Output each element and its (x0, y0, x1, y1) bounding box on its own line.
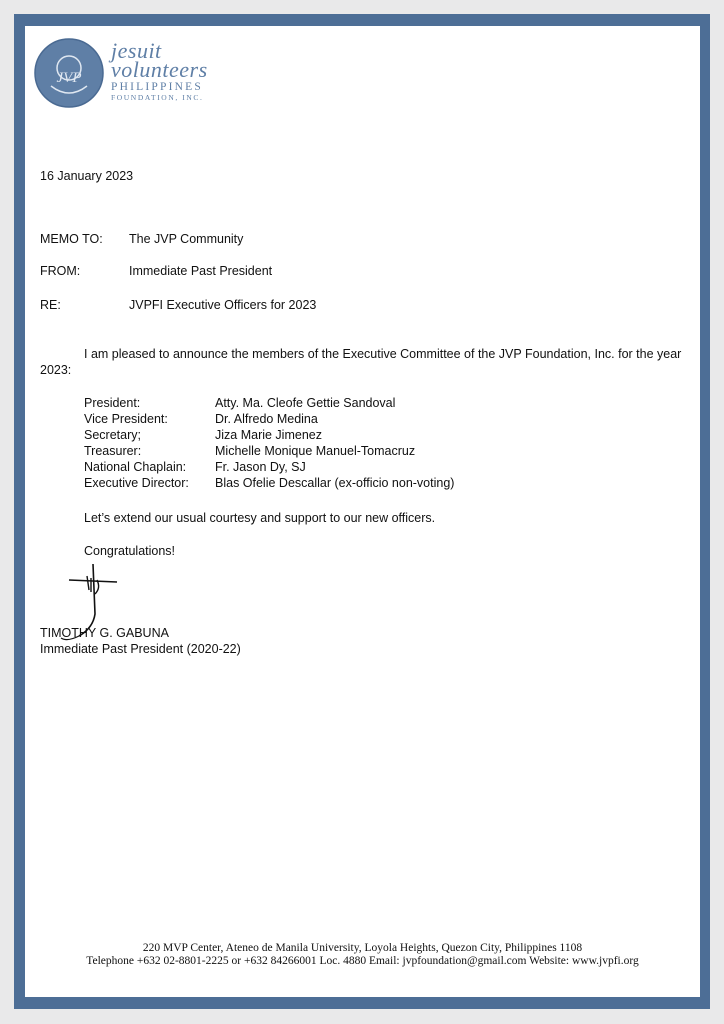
intro-line-2: 2023: (40, 363, 72, 377)
officer-role: President: (84, 396, 141, 410)
logo-line-philippines: PHILIPPINES (111, 81, 203, 93)
officer-role: Treasurer: (84, 444, 142, 458)
memo-re-value: JVPFI Executive Officers for 2023 (129, 298, 317, 312)
signer-title: Immediate Past President (2020-22) (40, 642, 241, 656)
officer-name: Fr. Jason Dy, SJ (215, 460, 306, 474)
memo-date: 16 January 2023 (40, 169, 134, 183)
officer-name: Michelle Monique Manuel-Tomacruz (215, 444, 416, 458)
memo-re-label: RE: (40, 298, 61, 312)
jvp-logo (31, 38, 231, 108)
logo-monogram: JVP (56, 70, 82, 86)
officer-name: Atty. Ma. Cleofe Gettie Sandoval (215, 396, 396, 410)
logo-line-volunteers: volunteers (111, 57, 208, 82)
intro-line-1: I am pleased to announce the members of the Executive Committee of the JVP Foundation, Inc. for the year (84, 347, 682, 361)
signer-name: TIMOTHY G. GABUNA (40, 626, 169, 640)
page-frame (14, 14, 710, 1009)
footer-contact: Telephone +632 02-8801-2225 or +632 84266001 Loc. 4880 Email: jvpfoundation@gmail.com Website: www.jvpfi.org (86, 955, 639, 967)
memo-paper (25, 26, 700, 997)
officer-name: Jiza Marie Jimenez (215, 428, 322, 442)
officer-name: Dr. Alfredo Medina (215, 412, 318, 426)
officer-role: Executive Director: (84, 476, 189, 490)
courtesy-text: Let’s extend our usual courtesy and support to our new officers. (84, 511, 436, 525)
officer-role: National Chaplain: (84, 460, 187, 474)
congratulations-text: Congratulations! (84, 544, 176, 558)
footer-address: 220 MVP Center, Ateneo de Manila University, Loyola Heights, Quezon City, Philippines 1108 (142, 942, 583, 954)
memo-to-value: The JVP Community (129, 232, 244, 246)
memo-to-label: MEMO TO: (40, 232, 103, 246)
logo-line-foundation: FOUNDATION, INC. (111, 92, 204, 102)
logo-line-jesuit: jesuit (111, 38, 162, 63)
memo-from-label: FROM: (40, 264, 81, 278)
officer-role: Vice President: (84, 412, 168, 426)
logo-wordmark (111, 40, 208, 101)
jvp-seal-icon (31, 38, 111, 108)
officer-name: Blas Ofelie Descallar (ex-officio non-voting) (215, 476, 455, 490)
memo-from-value: Immediate Past President (129, 264, 273, 278)
officer-role: Secretary; (84, 428, 141, 442)
